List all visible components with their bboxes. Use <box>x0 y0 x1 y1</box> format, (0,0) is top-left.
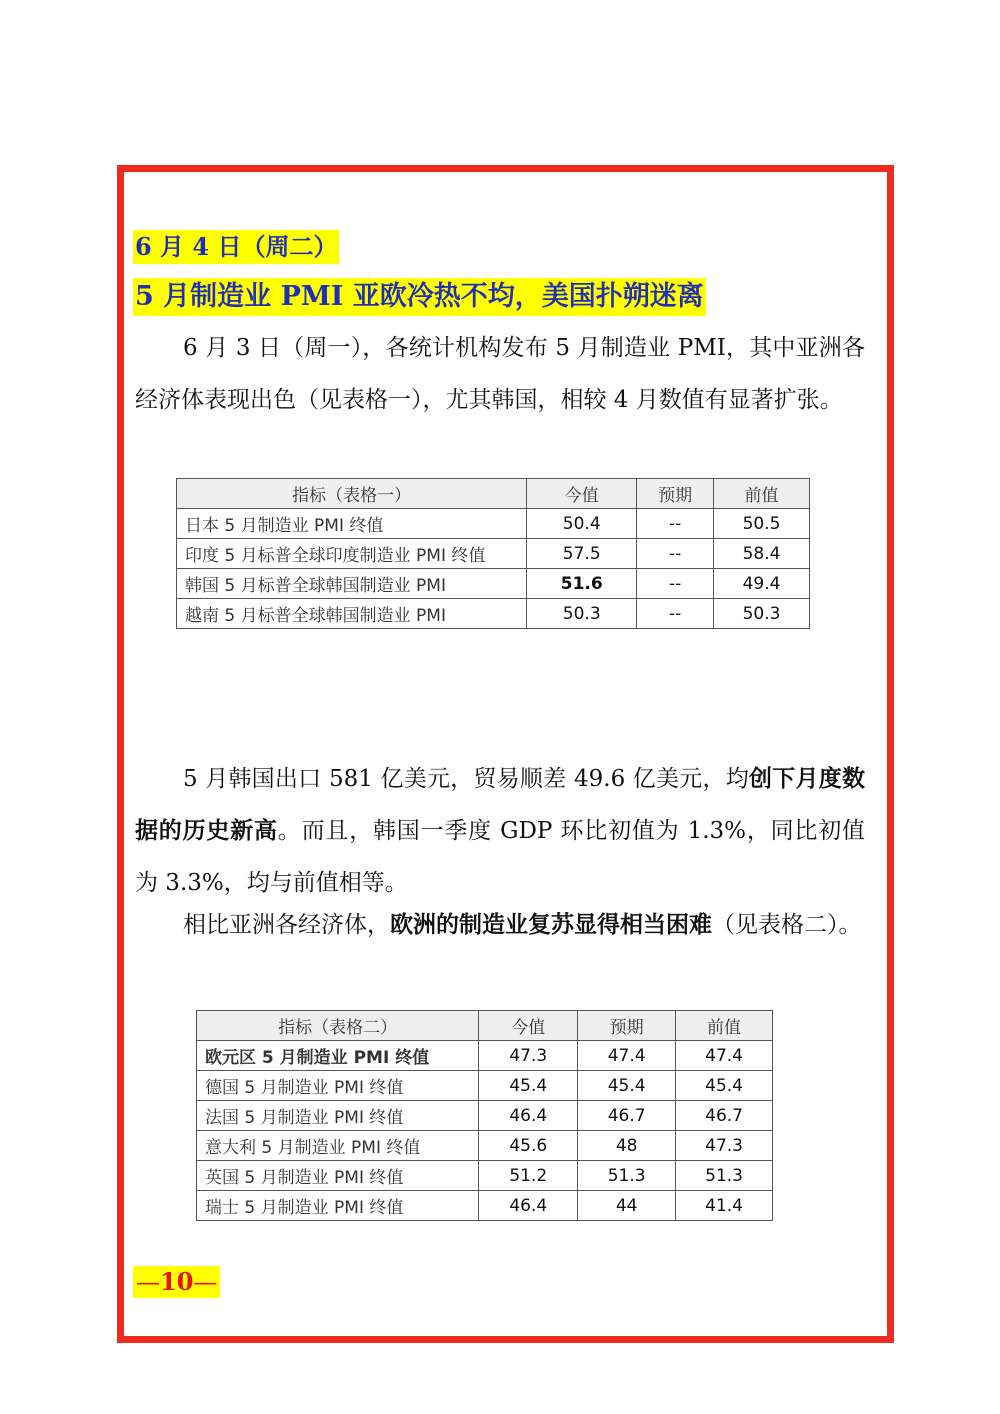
paragraph-2-emphasis: 创下月度数据的历史新高 <box>135 765 865 844</box>
current-value-cell: 45.4 <box>479 1071 578 1101</box>
section-title: 5 月制造业 PMI 亚欧冷热不均，美国扑朔迷离 <box>133 278 706 316</box>
table-row <box>177 599 810 629</box>
table-row <box>197 1041 773 1071</box>
indicator-cell: 德国 5 月制造业 PMI 终值 <box>197 1071 479 1101</box>
forecast-cell: 47.4 <box>578 1041 676 1071</box>
forecast-cell: 48 <box>578 1131 676 1161</box>
indicator-cell: 越南 5 月标普全球韩国制造业 PMI <box>177 599 527 629</box>
current-value-cell: 51.2 <box>479 1161 578 1191</box>
current-value-cell: 50.4 <box>527 509 637 539</box>
paragraph-2-text-a: 5 月韩国出口 581 亿美元，贸易顺差 49.6 亿美元，均 <box>183 766 749 792</box>
table-row <box>197 1131 773 1161</box>
previous-value-cell: 58.4 <box>714 539 810 569</box>
previous-value-cell: 50.5 <box>714 509 810 539</box>
page-number-value: 10 <box>160 1267 194 1296</box>
indicator-cell: 意大利 5 月制造业 PMI 终值 <box>197 1131 479 1161</box>
paragraph-1 <box>135 322 865 426</box>
paragraph-2-text-c: 。而且，韩国一季度 GDP 环比初值为 1.3%，同比初值为 3.3%，均与前值相等。 <box>135 818 866 896</box>
forecast-cell: 44 <box>578 1191 676 1221</box>
current-value-cell: 50.3 <box>527 599 637 629</box>
table-row <box>177 569 810 599</box>
previous-value-cell: 49.4 <box>714 569 810 599</box>
forecast-cell: 45.4 <box>578 1071 676 1101</box>
indicator-cell: 法国 5 月制造业 PMI 终值 <box>197 1101 479 1131</box>
table-row <box>197 1161 773 1191</box>
paragraph-2 <box>135 753 865 909</box>
indicator-cell: 韩国 5 月标普全球韩国制造业 PMI <box>177 569 527 599</box>
table-header: 今值 <box>479 1011 578 1041</box>
indicator-cell: 印度 5 月标普全球印度制造业 PMI 终值 <box>177 539 527 569</box>
table-header-row <box>197 1011 773 1041</box>
previous-value-cell: 50.3 <box>714 599 810 629</box>
paragraph-1-text: 6 月 3 日（周一），各统计机构发布 5 月制造业 PMI，其中亚洲各经济体表现出色（见表格一），尤其韩国，相较 4 月数值有显著扩张。 <box>135 335 865 413</box>
previous-value-cell: 47.3 <box>676 1131 773 1161</box>
table-row <box>177 509 810 539</box>
current-value-cell: 51.6 <box>527 569 637 599</box>
forecast-cell: -- <box>637 539 714 569</box>
previous-value-cell: 47.4 <box>676 1041 773 1071</box>
forecast-cell: -- <box>637 599 714 629</box>
paragraph-3 <box>135 899 865 951</box>
table-1 <box>176 478 810 629</box>
forecast-cell: -- <box>637 509 714 539</box>
current-value-cell: 57.5 <box>527 539 637 569</box>
paragraph-3-emphasis: 欧洲的制造业复苏显得相当困难 <box>390 911 712 938</box>
section-date: 6 月 4 日（周二） <box>133 230 339 264</box>
current-value-cell: 46.4 <box>479 1101 578 1131</box>
previous-value-cell: 45.4 <box>676 1071 773 1101</box>
table-header: 预期 <box>578 1011 676 1041</box>
table-header: 今值 <box>527 479 637 509</box>
table-header-row <box>177 479 810 509</box>
table-row <box>197 1101 773 1131</box>
table-row <box>197 1071 773 1101</box>
paragraph-3-text-c: （见表格二）。 <box>712 912 862 938</box>
table-header: 指标（表格一） <box>177 479 527 509</box>
indicator-cell: 欧元区 5 月制造业 PMI 终值 <box>197 1041 479 1071</box>
paragraph-3-text-a: 相比亚洲各经济体， <box>183 912 390 938</box>
table-header: 预期 <box>637 479 714 509</box>
table-header: 前值 <box>676 1011 773 1041</box>
table-row <box>197 1191 773 1221</box>
table-header: 指标（表格二） <box>197 1011 479 1041</box>
previous-value-cell: 41.4 <box>676 1191 773 1221</box>
table-header: 前值 <box>714 479 810 509</box>
indicator-cell: 日本 5 月制造业 PMI 终值 <box>177 509 527 539</box>
indicator-cell: 英国 5 月制造业 PMI 终值 <box>197 1161 479 1191</box>
forecast-cell: 46.7 <box>578 1101 676 1131</box>
forecast-cell: -- <box>637 569 714 599</box>
previous-value-cell: 51.3 <box>676 1161 773 1191</box>
page-number <box>133 1266 220 1298</box>
current-value-cell: 45.6 <box>479 1131 578 1161</box>
table-2 <box>196 1010 773 1221</box>
current-value-cell: 46.4 <box>479 1191 578 1221</box>
forecast-cell: 51.3 <box>578 1161 676 1191</box>
table-row <box>177 539 810 569</box>
page-number-dash-left: — <box>136 1268 160 1296</box>
indicator-cell: 瑞士 5 月制造业 PMI 终值 <box>197 1191 479 1221</box>
current-value-cell: 47.3 <box>479 1041 578 1071</box>
page-number-dash-right: — <box>193 1268 218 1296</box>
previous-value-cell: 46.7 <box>676 1101 773 1131</box>
